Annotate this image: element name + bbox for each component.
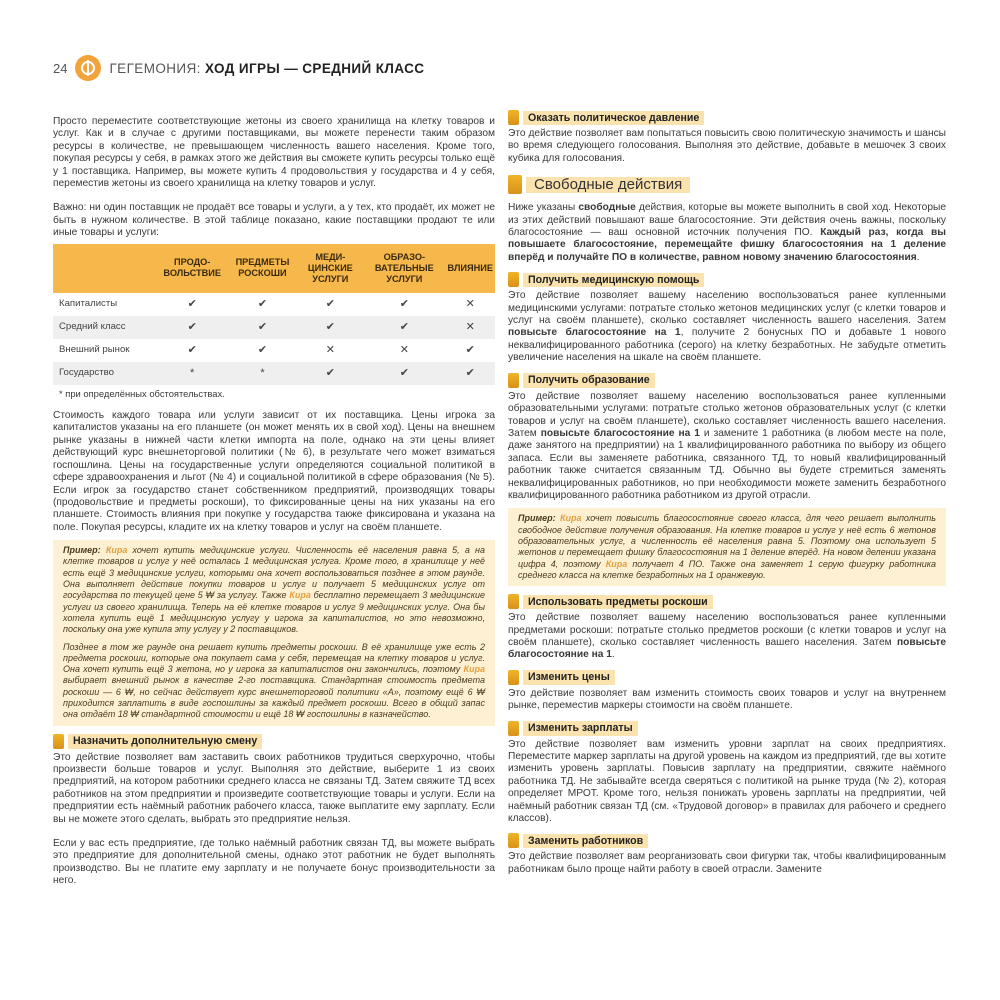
- coin-icon: [508, 670, 519, 685]
- section-heading: Назначить дополнительную смену: [53, 734, 495, 749]
- example-box: Пример: Кира хочет купить медицинские услуги. Численность её населения равна 5, а на клетке товаров и услуг у неё осталась 1 медицинская услуга. Кроме того, в хранилище у неё есть ещё 3 медицинские услуги, которыми она хочет воспользоваться позднее в этом раунде. Она выполняет действие покупки товаров и услуг и получает 5 медицинских услуг от государства по текущей цене 5 ₩ за услугу. Также Кира бесплатно перемещает 3 медицинские услуги из своего хранилища. Теперь на её клетке товаров и услуг 9 медицинских услуг. Она бы хотела купить ещё 1 медицинскую услугу у игрока за капиталистов, но это невозможно, поскольку она уже купила эту услугу у 2 поставщиков. Позднее в том же раунде она решает купить предметы роскоши. В её хранилище уже есть 2 предмета роскоши, которые она покупает сама у себя, перемещая на клетку товаров и услуг. Она хочет купить ещё 3 жетона, но у игрока за капиталистов они закончились, поэтому Кира выбирает внешний рынок в качестве 2-го поставщика. Стандартная стоимость предмета роскоши — 6 ₩, но сейчас действует курс внешнеторговой политики «A», поэтому ещё 6 ₩ приходится заплатить в виде госпошлины за каждый предмет роскоши. Всего в общий запас она отдаёт 18 ₩ стандартной стоимости и ещё 18 ₩ госпошлины в казначейство.: [53, 540, 495, 725]
- example-box: Пример: Кира хочет повысить благосостояние своего класса, для чего решает выполнить свободное действие получения образования. На клетке товаров и услуг у неё есть 6 жетонов образовательных услуг, а численность её населения равна 5. Поэтому она использует 5 жетонов и перемещает фишку благосостояния на 1 деление вперёд. На новом делении указана цифра 4, поэтому Кира получает 4 ПО. Также она заменяет 1 серую фигурку работника среднего класса на клетке безработных на 1 оранжевую.: [508, 508, 946, 586]
- page-number: 24: [53, 60, 68, 76]
- table-row: Капиталисты ✔ ✔ ✔ ✔ ✕: [59, 297, 475, 310]
- coin-icon: [508, 175, 522, 194]
- table-header: ОБРАЗО-ВАТЕЛЬНЫЕ УСЛУГИ: [363, 244, 445, 293]
- coin-icon: [508, 110, 519, 125]
- table-row: Внешний рынок ✔ ✔ ✕ ✕ ✔: [59, 343, 475, 356]
- paragraph: Это действие позволяет вашему населению воспользоваться ранее купленными образовательными услугами: потратьте столько жетонов образовательных услуг (с клетки товаров и услуг на своём планшете), сколько составляет численность вашего населения. Затем повысьте благосостояние на 1 и замените 1 работника (в любом месте на поле, даже занятого на предприятии) на 1 квалифицированного работника по выбору из общего запаса. Если вы заменяете работника, связанного ТД, то новый квалифицированный работник также считается связанным ТД. Обычно вы будете стремиться заменять неквалифицированных работников, но при необходимости можете заменить безработного квалифицированного работника работником из другой отрасли.: [508, 390, 947, 501]
- page-title: ГЕГЕМОНИЯ: ХОД ИГРЫ — СРЕДНИЙ КЛАСС: [109, 60, 425, 76]
- paragraph: Это действие позволяет вашему населению воспользоваться ранее купленными предметами роскоши: потратьте столько предметов роскоши (с клетки товаров и услуг на своём планшете), сколько составляет численность вашего населения. Затем повысьте благосостояние на 1.: [508, 612, 946, 661]
- coin-icon: [508, 373, 519, 388]
- paragraph: Важно: ни один поставщик не продаёт все товары и услуги, а у тех, кто продаёт, их может не быть в нужном количестве. В этой таблице показано, какие поставщики продают те или иные товары и услуги:: [53, 202, 495, 239]
- coin-icon: [508, 721, 519, 736]
- paragraph: Это действие позволяет вам заставить своих работников трудиться сверхурочно, чтобы произвести больше товаров и услуг. Выполняя это действие, выберите 1 из своих предприятий, на котором работники среднего класса не связаны ТД. Затем свяжите ТД всех работников на этом предприятии и произведите соответствующие товары и услуги. Если на предприятии есть наёмный работник рабочего класса, также выплатите ему зарплату. Если вы не можете этого сделать, выбрать это предприятие нельзя.: [53, 751, 495, 825]
- table-header: ВЛИЯНИЕ: [446, 244, 495, 293]
- table-header: ПРЕДМЕТЫ РОСКОШИ: [227, 244, 297, 293]
- coin-icon: [508, 833, 519, 848]
- paragraph: Это действие позволяет вам попытаться повысить свою политическую значимость и шансы во время следующего голосования. Выполняя это действие, добавьте в мешочек 3 своих кубика для голосования.: [508, 128, 946, 164]
- coin-icon: [508, 594, 519, 609]
- paragraph: Это действие позволяет вам изменить стоимость своих товаров и услуг на внутреннем рынке, переместив маркеры стоимости на своём планшете.: [508, 687, 946, 712]
- coin-icon: [53, 734, 64, 749]
- right-column: [508, 111, 947, 876]
- section-heading: Использовать предметы роскоши: [508, 594, 946, 609]
- section-heading: Изменить цены: [508, 670, 946, 685]
- section-heading: Получить медицинскую помощь: [508, 272, 946, 287]
- section-heading: Изменить зарплаты: [508, 721, 946, 736]
- paragraph: Это действие позволяет вам изменить уровни зарплат на своих предприятиях. Переместите маркер зарплаты на другой уровень на каждом из предприятий, где вы хотите изменить уровень зарплаты. Повысив зарплату на предприятии, свяжите наёмного работника ТД. Не забывайте всегда сверяться с политикой на рынке труда (№ 2), которая определяет МРОТ. Кроме того, нельзя понижать уровень зарплаты на предприятии, чей наёмный работник связан ТД (см. «Трудовой договор» в правилах для рабочего и среднего классов).: [508, 738, 946, 824]
- table-row: Государство * * ✔ ✔ ✔: [53, 362, 495, 385]
- paragraph: Если у вас есть предприятие, где только наёмный работник связан ТД, вы можете выбрать это предприятие для дополнительной смены, однако этот работник не будет выполнять производство. Вы не платите ему зарплату и не получаете бонус производительности за него.: [53, 838, 495, 887]
- section-title: Свободные действия: [508, 175, 946, 194]
- paragraph: Просто переместите соответствующие жетоны из своего хранилища на клетку товаров и услуг. Как и в случае с другими поставщиками, вы можете перенести таким образом ресурсы в количестве, не превышающем численность вашего населения. Кроме того, покупая ресурсы у себя, в рамках этого же действия вы сможете купить ресурсы только ещё у 1 поставщика. Например, вы можете купить 4 продовольствия у государства и 4 у себя, переместив жетоны из своего хранилища на клетку товаров и услуг.: [53, 116, 495, 190]
- section-heading: Заменить работников: [508, 833, 946, 848]
- paragraph: Это действие позволяет вам реорганизовать свои фигурки так, чтобы квалифицированным работникам было проще найти работу в своей отрасли. Замените: [508, 851, 946, 875]
- table-row: Средний класс ✔ ✔ ✔ ✔ ✕: [53, 316, 495, 339]
- suppliers-table: [53, 244, 495, 385]
- table-header: [53, 244, 157, 293]
- hegemony-logo-icon: [75, 55, 101, 81]
- page-header: [53, 53, 424, 83]
- section-heading: Получить образование: [508, 373, 946, 388]
- left-column: [53, 116, 495, 888]
- table-footnote: * при определённых обстоятельствах.: [59, 387, 225, 399]
- table-header: МЕДИ-ЦИНСКИЕ УСЛУГИ: [298, 244, 364, 293]
- section-heading: Оказать политическое давление: [508, 110, 946, 125]
- table-header: ПРОДО-ВОЛЬСТВИЕ: [157, 244, 227, 293]
- paragraph: Это действие позволяет вашему населению воспользоваться ранее купленными медицинскими услугами: потратьте столько жетонов медицинских услуг (с клетки товаров и услуг на своём планшете), сколько составляет численность вашего населения. Затем повысьте благосостояние на 1, получите 2 бонусных ПО и добавьте 1 нового неквалифицированного работника (серого) на клетку безработных. Не забудьте отметить увеличение населения на шкале на своём планшете.: [508, 290, 946, 364]
- paragraph: Ниже указаны свободные действия, которые вы можете выполнить в свой ход. Некоторые из этих действий повышают ваше благосостояние. Эти действия очень важны, поскольку благосостояние — ваш основной источник получения ПО. Каждый раз, когда вы повышаете благосостояние, перемещайте фишку благосостояния на 1 деление вперёд и получайте ПО в количестве, равном новому значению благосостояния.: [508, 202, 946, 263]
- coin-icon: [508, 272, 519, 287]
- paragraph: Стоимость каждого товара или услуги зависит от их поставщика. Цены игрока за капиталистов указаны на его планшете (он может менять их в свой ход). Цены на внешнем рынке указаны в нижней части клетки импорта на поле, однако на эти цены влияет действующий курс внешнеторговой политики (№ 6), в результате чего может взиматься госпошлина. Цены на государственные услуги определяются социальной политикой в сфере здравоохранения и льгот (№ 4) и социальной политикой в сфере образования (№ 5). Если игрок за государство станет собственником предприятий, производящих товары (продовольствие и предметы роскоши), то фиксированные цены на них указаны на его планшете. Стоимость влияния при покупке у государства также фиксирована и указана на поле. Покупая ресурсы, кладите их на клетку товаров и услуг на своём планшете.: [53, 410, 495, 533]
